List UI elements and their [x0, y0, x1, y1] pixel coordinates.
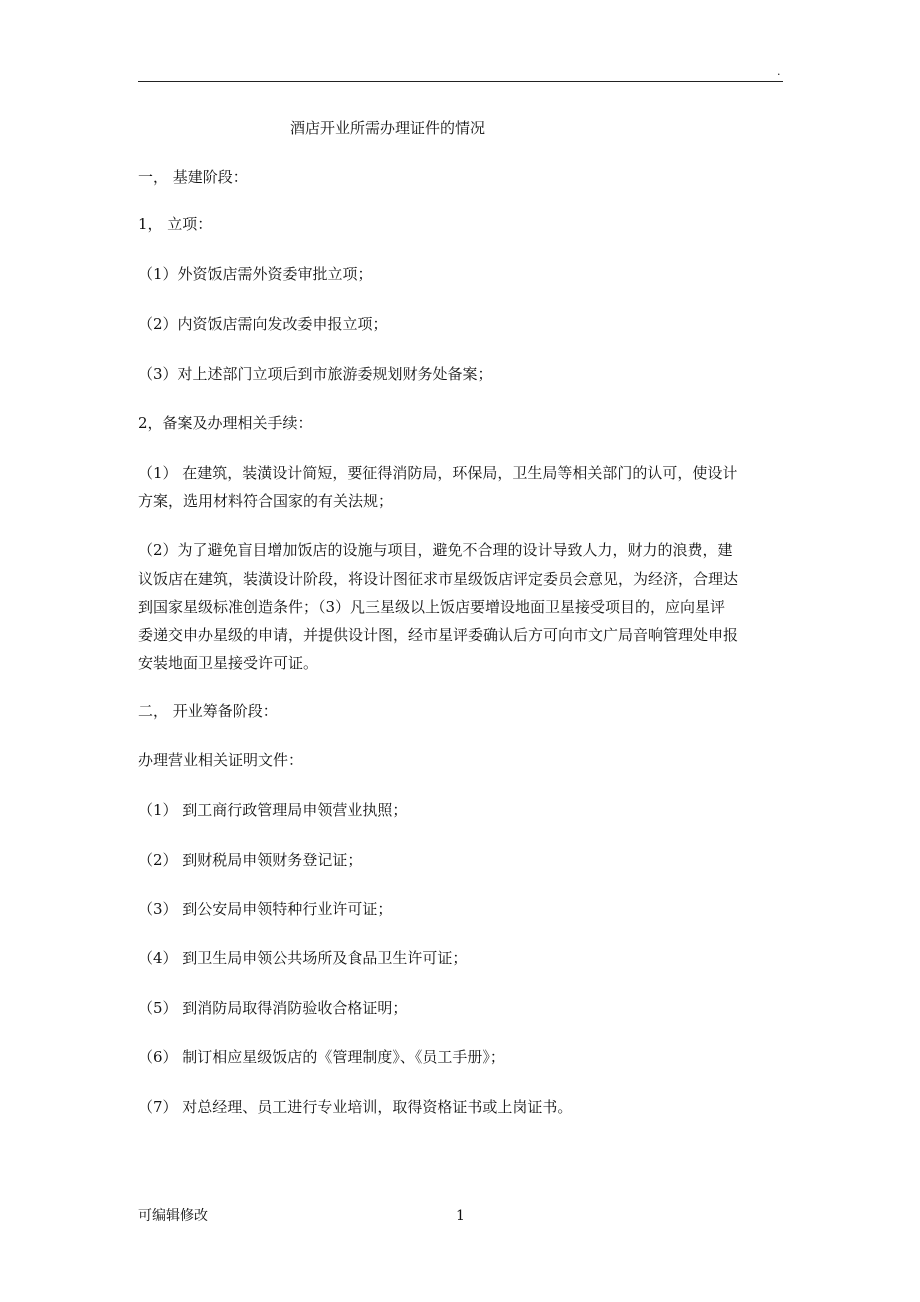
- paragraph-line: 到国家星级标准创造条件；（3）凡三星级以上饭店要增设地面卫星接受项目的，应向星评: [138, 598, 726, 616]
- page-number: 1: [456, 1208, 465, 1224]
- paragraph-line: 办理营业相关证明文件：: [138, 751, 304, 769]
- section-heading-2: 二， 开业筹备阶段：: [138, 702, 278, 720]
- paragraph-line: （2）内资饭店需向发改委申报立项；: [138, 315, 388, 333]
- paragraph-line: （1）外资饭店需外资委审批立项；: [138, 265, 373, 283]
- document-title: 酒店开业所需办理证件的情况: [290, 119, 486, 137]
- list-item: （4） 到卫生局申领公共场所及食品卫生许可证；: [138, 949, 468, 967]
- paragraph-line: （1） 在建筑，装潢设计简短，要征得消防局，环保局，卫生局等相关部门的认可，使设计: [138, 464, 738, 482]
- section-heading-1: 一， 基建阶段：: [138, 168, 248, 186]
- subsection-heading-2: 2，备案及办理相关手续：: [138, 414, 313, 432]
- list-item: （5） 到消防局取得消防验收合格证明；: [138, 999, 408, 1017]
- list-item: （7） 对总经理、员工进行专业培训，取得资格证书或上岗证书。: [138, 1098, 573, 1116]
- list-item: （6） 制订相应星级饭店的《管理制度》、《员工手册》；: [138, 1048, 505, 1066]
- list-item: （3） 到公安局申领特种行业许可证；: [138, 900, 393, 918]
- paragraph-line: （2）为了避免盲目增加饭店的设施与项目，避免不合理的设计导致人力，财力的浪费，建: [138, 541, 733, 559]
- subsection-heading-1: 1， 立项：: [138, 215, 213, 233]
- list-item: （2） 到财税局申领财务登记证；: [138, 851, 363, 869]
- paragraph-line: 议饭店在建筑，装潢设计阶段，将设计图征求市星级饭店评定委员会意见，为经济，合理达: [138, 570, 739, 588]
- header-rule: [138, 81, 783, 82]
- paragraph-line: （3）对上述部门立项后到市旅游委规划财务处备案；: [138, 365, 493, 383]
- paragraph-line: 委递交申办星级的申请，并提供设计图，经市星评委确认后方可向市文广局音响管理处申报: [138, 626, 739, 644]
- paragraph-line: 方案，选用材料符合国家的有关法规；: [138, 492, 394, 510]
- header-dot: .: [777, 65, 781, 78]
- list-item: （1） 到工商行政管理局申领营业执照；: [138, 801, 408, 819]
- footer-editable-note: 可编辑修改: [138, 1208, 208, 1224]
- paragraph-line: 安装地面卫星接受许可证。: [138, 654, 319, 672]
